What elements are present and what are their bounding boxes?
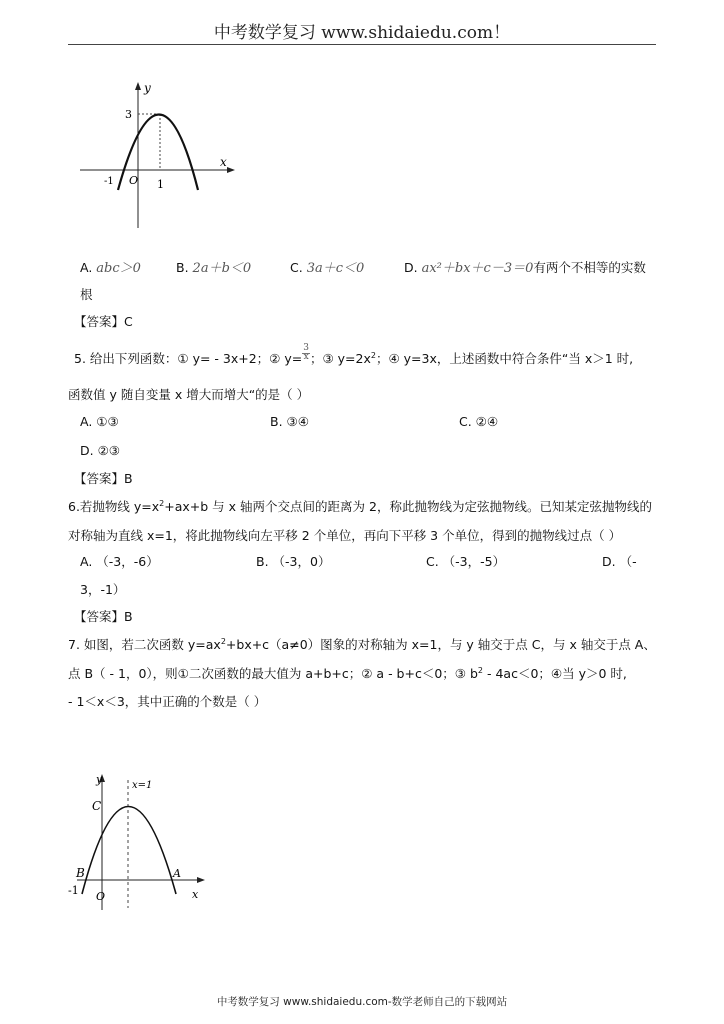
q5-fraction-denominator: x: [303, 351, 309, 362]
q4-option-c-label: C.: [290, 260, 303, 275]
q5-answer: 【答案】B: [74, 471, 133, 486]
q7-line2-part-a: 点 B（ - 1，0），则①二次函数的最大值为 a+b+c；② a - b+c＜0；③ b: [68, 666, 478, 681]
q4-option-a: [80, 257, 141, 276]
q4-option-b-expr: 2a＋b＜0: [192, 261, 252, 276]
x-tick-1: 1: [157, 178, 164, 191]
q6-superscript: 2: [159, 498, 165, 508]
q5-line1-part-a: 5. 给出下列函数：① y= - 3x+2；② y=: [74, 351, 303, 366]
parabola-curve: [82, 807, 176, 895]
q4-option-c: [290, 257, 364, 276]
origin-label: O: [96, 890, 106, 903]
q6-answer: 【答案】B: [74, 609, 133, 624]
header-rule: [68, 44, 656, 45]
parabola-figure-2: [62, 770, 212, 910]
point-b-label: B: [76, 866, 85, 880]
q7-line2-part-b: - 4ac＜0；④当 y＞0 时,: [483, 666, 627, 681]
q4-option-d-tail: 有两个不相等的实数: [533, 260, 646, 275]
x-axis-arrow-icon: [227, 167, 235, 173]
q5-line1-part-b: ；③ y=2x: [309, 351, 371, 366]
q6-option-d-continuation: 3，-1）: [80, 582, 126, 597]
q6-line1-part-a: 6.若抛物线 y=x: [68, 499, 160, 514]
q6-option-b: B. （-3，0）: [256, 554, 331, 569]
q7-superscript-2: 2: [477, 665, 483, 675]
q5-fraction: [302, 344, 310, 362]
page-footer: 中考数学复习 www.shidaiedu.com-数学老师自己的下载网站: [216, 996, 508, 1008]
q4-option-d-label: D.: [404, 260, 418, 275]
point-c-label: C: [92, 799, 102, 813]
q6-stem-line-1: [68, 497, 652, 515]
x-axis-arrow-icon: [197, 877, 205, 883]
q5-stem-line-1: [74, 342, 634, 367]
q4-option-d-continuation: 根: [80, 287, 93, 302]
q5-option-b: B. ③④: [270, 414, 309, 429]
q4-option-b-label: B.: [176, 260, 189, 275]
q6-option-c: C. （-3，-5）: [426, 554, 506, 569]
q7-line1-part-b: +bx+c（a≠0）图象的对称轴为 x=1，与 y 轴交于点 C，与 x 轴交于点 A、: [225, 637, 656, 652]
q5-option-d: D. ②③: [80, 443, 120, 458]
q4-option-d: [404, 257, 646, 276]
y-axis-label: y: [96, 773, 103, 786]
q5-option-a: A. ①③: [80, 414, 119, 429]
q4-option-a-label: A.: [80, 260, 93, 275]
point-a-label: A: [173, 867, 181, 880]
q7-line1-part-a: 7. 如图，若二次函数 y=ax: [68, 637, 221, 652]
q5-stem-line-2: 函数值 y 随自变量 x 增大而增大“的是（ ）: [68, 387, 310, 402]
q5-superscript: 2: [370, 350, 376, 360]
x-axis-label: x: [220, 155, 227, 169]
x-tick-neg-1: -1: [104, 176, 114, 187]
y-axis-label: y: [144, 81, 151, 95]
page-header: 中考数学复习 www.shidaiedu.com！: [213, 23, 511, 43]
y-axis-arrow-icon: [135, 82, 141, 90]
symmetry-axis-label: x=1: [132, 780, 153, 791]
x-tick-neg-1: -1: [68, 884, 79, 897]
q4-option-c-expr: 3a＋c＜0: [306, 261, 365, 276]
q4-option-a-expr: abc＞0: [96, 261, 141, 276]
q6-option-d: D. （-: [602, 554, 637, 569]
q7-stem-line-3: - 1＜x＜3，其中正确的个数是（ ）: [68, 694, 267, 709]
q4-option-b: [176, 257, 251, 276]
q6-line1-part-b: +ax+b 与 x 轴两个交点间的距离为 2，称此抛物线为定弦抛物线。已知某定弦抛物线的: [164, 499, 652, 514]
parabola-figure-1: [70, 78, 240, 228]
q7-stem-line-1: [68, 635, 656, 653]
q4-option-d-expr: ax²＋bx＋c－3＝0: [421, 261, 534, 276]
q7-stem-line-2: [68, 664, 627, 682]
x-axis-label: x: [192, 888, 199, 901]
q6-stem-line-2: 对称轴为直线 x=1，将此抛物线向左平移 2 个单位，再向下平移 3 个单位，得到的抛物线过点（ ）: [68, 528, 622, 543]
origin-label: O: [129, 174, 139, 187]
q7-superscript-1: 2: [220, 636, 226, 646]
q4-answer: 【答案】C: [74, 314, 133, 329]
q6-option-a: A. （-3，-6）: [80, 554, 159, 569]
q5-line1-part-c: ；④ y=3x，上述函数中符合条件“当 x＞1 时,: [375, 351, 634, 366]
q5-fraction-numerator: 3: [303, 342, 309, 353]
q5-option-c: C. ②④: [459, 414, 499, 429]
y-tick-3: 3: [125, 108, 132, 121]
